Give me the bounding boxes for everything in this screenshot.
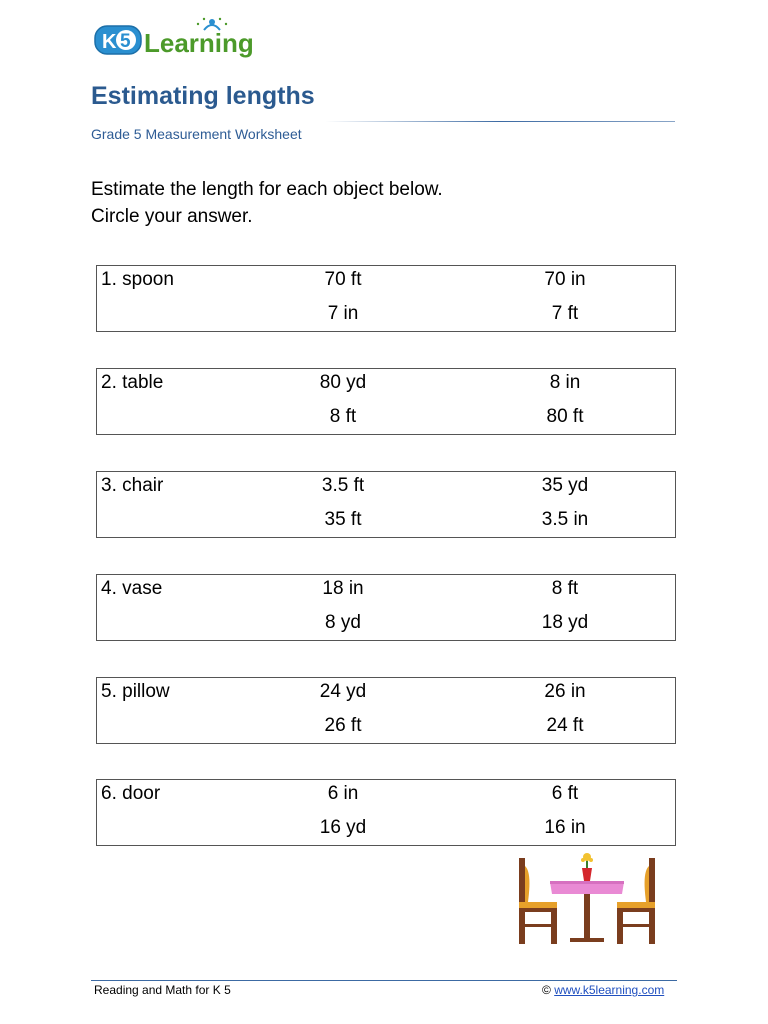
- problem-label: 6. door: [101, 783, 161, 804]
- problem-box-spoon: 1. spoon 70 ft 70 in 7 in 7 ft: [96, 265, 676, 332]
- svg-text:K: K: [102, 31, 117, 53]
- title-rule: [325, 121, 675, 122]
- problem-label: 2. table: [101, 372, 164, 393]
- footer-rule: [91, 980, 677, 981]
- copyright-symbol: ©: [542, 983, 551, 997]
- page-title: Estimating lengths: [91, 82, 315, 110]
- instructions: [91, 176, 443, 230]
- instruction-line: Estimate the length for each object below.: [91, 179, 443, 200]
- svg-text:Learning: Learning: [144, 28, 254, 58]
- website-link[interactable]: www.k5learning.com: [554, 983, 665, 997]
- problem-label: 3. chair: [101, 475, 164, 496]
- problem-box-pillow: 5. pillow 24 yd 26 in 26 ft 24 ft: [96, 677, 676, 744]
- instruction-line: Circle your answer.: [91, 206, 253, 227]
- problem-box-door: 6. door 6 in 6 ft 16 yd 16 in: [96, 779, 676, 846]
- footer-copyright: [542, 983, 664, 997]
- problem-label: 1. spoon: [101, 269, 174, 290]
- problem-box-table: 2. table 80 yd 8 in 8 ft 80 ft: [96, 368, 676, 435]
- problem-box-chair: 3. chair 3.5 ft 35 yd 35 ft 3.5 in: [96, 471, 676, 538]
- table-chairs-illustration: [516, 850, 658, 946]
- footer-tagline: Reading and Math for K 5: [94, 983, 231, 997]
- k5-learning-logo: [94, 16, 264, 60]
- problem-label: 5. pillow: [101, 681, 170, 702]
- problem-label: 4. vase: [101, 578, 163, 599]
- problem-box-vase: 4. vase 18 in 8 ft 8 yd 18 yd: [96, 574, 676, 641]
- page-subtitle: Grade 5 Measurement Worksheet: [91, 126, 302, 142]
- svg-text:5: 5: [120, 31, 131, 52]
